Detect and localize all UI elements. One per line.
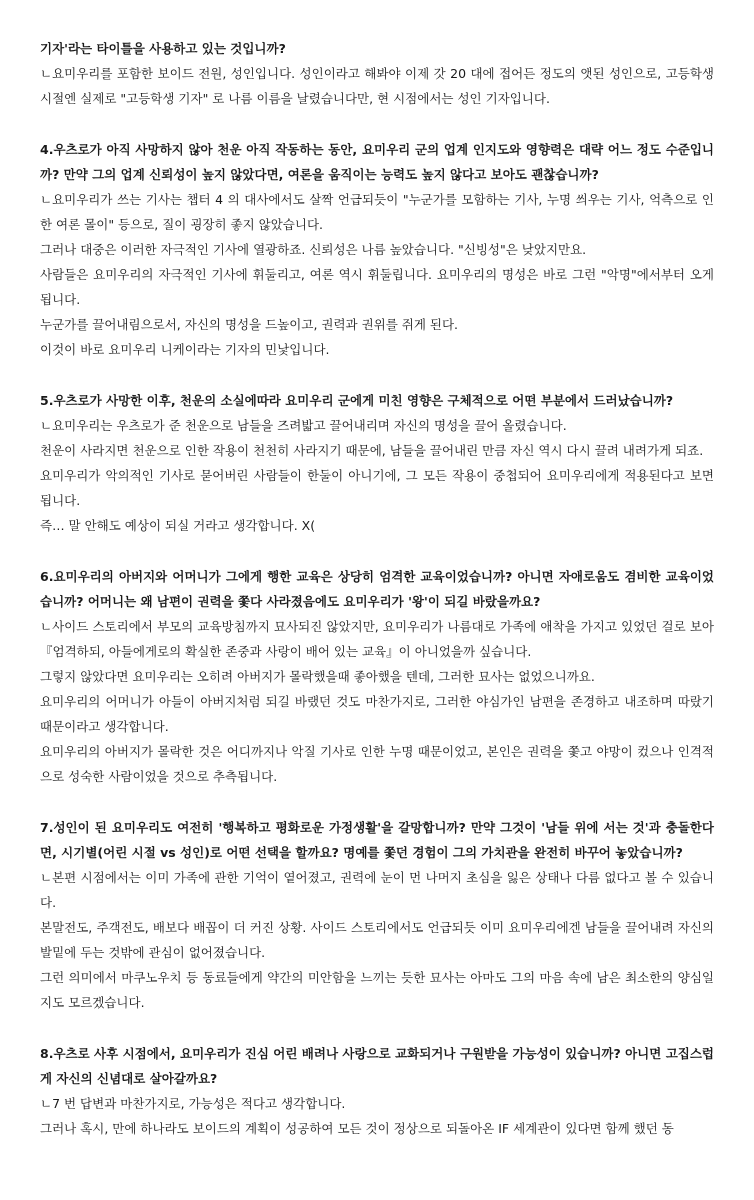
answer-paragraph: 그런 의미에서 마쿠노우치 등 동료들에게 약간의 미안함을 느끼는 듯한 묘사는 아마도 그의 마음 속에 남은 최소한의 양심일지도 모르겠습니다. [40,970,714,1010]
answer-paragraph: 요미우리의 아버지가 몰락한 것은 어디까지나 악질 기사로 인한 누명 때문이었고, 본인은 권력을 쫓고 야망이 컸으나 인격적으로 성숙한 사람이었을 것으로 추측됩니다. [40,744,714,784]
qa-section-8 [40,1041,714,1141]
answer-paragraph: 요미우리의 어머니가 아들이 아버지처럼 되길 바랬던 것도 마찬가지로, 그러한 야심가인 남편을 존경하고 내조하며 따랐기 때문이라고 생각합니다. [40,694,714,734]
qa-section-6 [40,564,714,789]
answer-paragraph: ㄴ요미우리가 쓰는 기사는 챕터 4 의 대사에서도 살짝 언급되듯이 "누군가를 모함하는 기사, 누명 씌우는 기사, 억측으로 인한 여론 몰이" 등으로, 질이 굉장히 좋지 않았습니다. [40,192,714,232]
answer-paragraph: ㄴ사이드 스토리에서 부모의 교육방침까지 묘사되진 않았지만, 요미우리가 나름대로 가족에 애착을 가지고 있었던 걸로 보아 『엄격하되, 아들에게로의 확실한 존중과 사랑이 배어 있는 교육』이 아니었을까 싶습니다. [40,619,714,659]
qa-section-7 [40,815,714,1015]
answer-paragraph: ㄴ요미우리를 포함한 보이드 전원, 성인입니다. 성인이라고 해봐야 이제 갓 20 대에 접어든 정도의 앳된 성인으로, 고등학생 시절엔 실제로 "고등학생 기자" 로 나름 이름을 날렸습니다만, 현 시점에서는 성인 기자입니다. [40,66,714,106]
question-8: 8.우츠로 사후 시점에서, 요미우리가 진심 어린 배려나 사랑으로 교화되거나 구원받을 가능성이 있습니까? 아니면 고집스럽게 자신의 신념대로 살아갈까요? [40,1046,714,1086]
question-6: 6.요미우리의 아버지와 어머니가 그에게 행한 교육은 상당히 엄격한 교육이었습니까? 아니면 자애로움도 겸비한 교육이었습니까? 어머니는 왜 남편이 권력을 쫓다 사라졌음에도 요미우리가 '왕'이 되길 바랐을까요? [40,569,714,609]
answer-paragraph: ㄴ요미우리는 우츠로가 준 천운으로 남들을 즈려밟고 끌어내리며 자신의 명성을 끌어 올렸습니다. [40,418,567,433]
answer-paragraph: ㄴ7 번 답변과 마찬가지로, 가능성은 적다고 생각합니다. [40,1096,346,1111]
question-5: 5.우츠로가 사망한 이후, 천운의 소실에따라 요미우리 군에게 미친 영향은 구체적으로 어떤 부분에서 드러났습니까? [40,393,674,408]
qa-section-4 [40,137,714,362]
answer-paragraph: 그러나 혹시, 만에 하나라도 보이드의 계획이 성공하여 모든 것이 정상으로 되돌아온 IF 세계관이 있다면 함께 했던 동 [40,1121,674,1136]
answer-paragraph: 요미우리가 악의적인 기사로 묻어버린 사람들이 한둘이 아니기에, 그 모든 작용이 중첩되어 요미우리에게 적용된다고 보면 됩니다. [40,468,714,508]
qa-section-5 [40,388,714,538]
answer-paragraph: 이것이 바로 요미우리 니케이라는 기자의 민낯입니다. [40,342,330,357]
question-3-end: 기자'라는 타이틀을 사용하고 있는 것입니까? [40,41,286,56]
answer-paragraph: ㄴ본편 시점에서는 이미 가족에 관한 기억이 옅어졌고, 권력에 눈이 먼 나머지 초심을 잃은 상태나 다름 없다고 볼 수 있습니다. [40,870,714,910]
answer-paragraph: 천운이 사라지면 천운으로 인한 작용이 천천히 사라지기 때문에, 남들을 끌어내린 만큼 자신 역시 다시 끌려 내려가게 되죠. [40,443,704,458]
answer-paragraph: 즉… 말 안해도 예상이 되실 거라고 생각합니다. X( [40,518,316,533]
question-4: 4.우츠로가 아직 사망하지 않아 천운 아직 작동하는 동안, 요미우리 군의 업계 인지도와 영향력은 대략 어느 정도 수준입니까? 만약 그의 업계 신뢰성이 높지 않았다면, 여론을 움직이는 능력도 높지 않다고 보아도 괜찮습니까? [40,142,714,182]
answer-paragraph: 누군가를 끌어내림으로서, 자신의 명성을 드높이고, 권력과 권위를 쥐게 된다. [40,317,459,332]
answer-paragraph: 사람들은 요미우리의 자극적인 기사에 휘둘리고, 여론 역시 휘둘립니다. 요미우리의 명성은 바로 그런 "악명"에서부터 오게 됩니다. [40,267,714,307]
question-7: 7.성인이 된 요미우리도 여전히 '행복하고 평화로운 가정생활'을 갈망합니까? 만약 그것이 '남들 위에 서는 것'과 충돌한다면, 시기별(어린 시절 vs 성인)로 어떤 선택을 할까요? 명예를 쫓던 경험이 그의 가치관을 완전히 바꾸어 놓았습니까? [40,820,714,860]
answer-paragraph: 본말전도, 주객전도, 배보다 배꼽이 더 커진 상황. 사이드 스토리에서도 언급되듯 이미 요미우리에겐 남들을 끌어내려 자신의 발밑에 두는 것밖에 관심이 없어졌습니다. [40,920,714,960]
answer-paragraph: 그렇지 않았다면 요미우리는 오히려 아버지가 몰락했을때 좋아했을 텐데, 그러한 묘사는 없었으니까요. [40,669,595,684]
answer-paragraph: 그러나 대중은 이러한 자극적인 기사에 열광하죠. 신뢰성은 나름 높았습니다. "신빙성"은 낮았지만요. [40,242,587,257]
qa-section-3 [40,36,714,111]
